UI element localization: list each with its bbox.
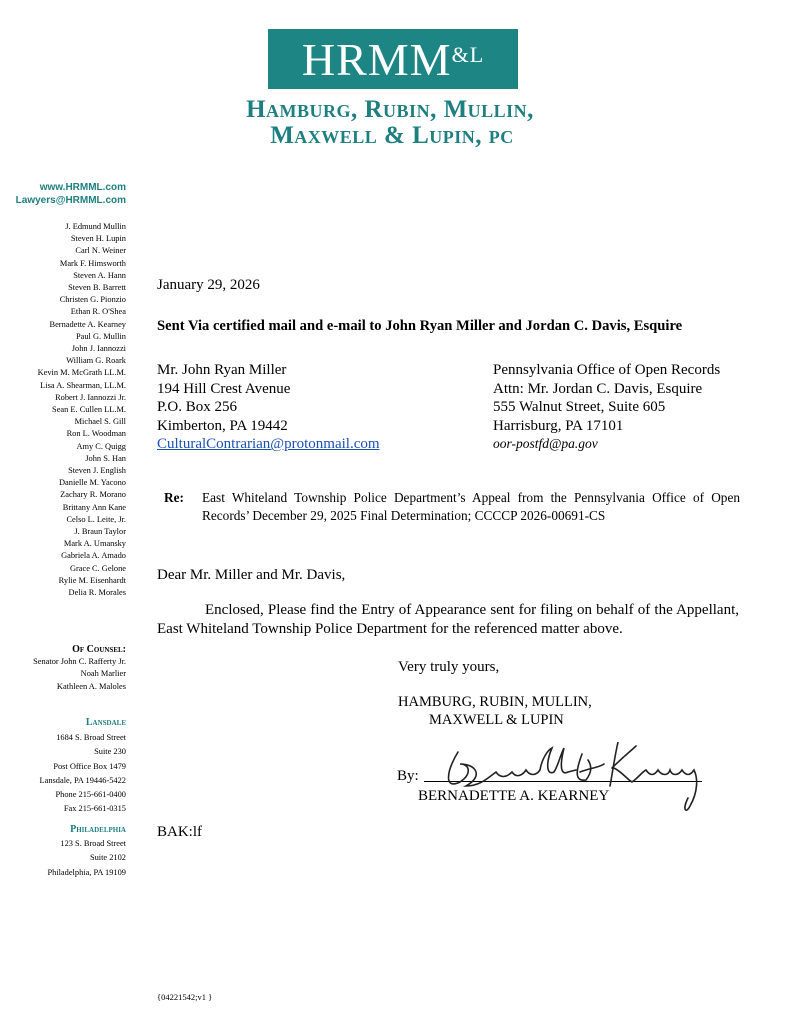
attorney-name: Danielle M. Yacono: [59, 478, 126, 488]
recipient-email-link[interactable]: CulturalContrarian@protonmail.com: [157, 436, 380, 452]
philadelphia-line: 123 S. Broad Street: [60, 839, 126, 849]
recipient-city: Harrisburg, PA 17101: [493, 417, 624, 434]
recipient-name: Pennsylvania Office of Open Records: [493, 362, 721, 378]
lansdale-line: 1684 S. Broad Street: [56, 733, 126, 743]
attorney-name: Ethan R. O'Shea: [70, 307, 126, 317]
attorney-name: William G. Roark: [66, 356, 126, 366]
philadelphia-line: Suite 2102: [89, 853, 126, 863]
attorney-name: Steven A. Hann: [73, 270, 126, 280]
document-id: {04221542;v1 }: [157, 992, 213, 1002]
attorney-name: Grace C. Gelone: [69, 563, 126, 573]
recipient-miller: [157, 361, 380, 454]
lansdale-heading: Lansdale: [85, 717, 126, 728]
recipient-street: 194 Hill Crest Avenue: [157, 380, 291, 397]
logo-main-text: HRMM: [301, 33, 452, 85]
attorney-name: Robert J. Iannozzi Jr.: [55, 392, 126, 402]
philadelphia-heading: Philadelphia: [70, 824, 126, 835]
attorney-name: Mark F. Himsworth: [59, 258, 126, 268]
website-link[interactable]: www.HRMML.com: [39, 182, 126, 193]
attorney-name: Amy C. Quigg: [76, 441, 126, 451]
recipient-po-box: P.O. Box 256: [157, 399, 238, 415]
signer-name: BERNADETTE A. KEARNEY: [418, 788, 610, 804]
closing-firm-line1: HAMBURG, RUBIN, MULLIN,: [398, 694, 592, 710]
of-counsel-name: Kathleen A. Maloles: [56, 681, 126, 691]
attorney-list: [38, 221, 126, 599]
email-link[interactable]: Lawyers@HRMML.com: [15, 195, 126, 206]
letter-date: January 29, 2026: [157, 277, 260, 293]
sent-via-line: Sent Via certified mail and e-mail to John Ryan Miller and Jordan C. Davis, Esquire: [157, 318, 683, 334]
recipient-email: oor-postfd@pa.gov: [493, 436, 598, 451]
attorney-name: Michael S. Gill: [74, 417, 126, 427]
attorney-name: Sean E. Cullen LL.M.: [52, 405, 126, 415]
lansdale-line: Phone 215-661-0400: [55, 790, 126, 800]
lansdale-line: Suite 230: [94, 747, 126, 757]
attorney-name: Rylie M. Eisenhardt: [58, 575, 126, 585]
closing-firm-line2: MAXWELL & LUPIN: [429, 712, 564, 728]
attorney-name: John S. Han: [85, 453, 126, 463]
recipient-attn: Attn: Mr. Jordan C. Davis, Esquire: [493, 380, 703, 397]
attorney-name: Steven J. English: [68, 466, 126, 476]
firm-name-line1: Hamburg, Rubin, Mullin,: [246, 96, 534, 123]
of-counsel-name: Noah Marlier: [80, 669, 126, 679]
lansdale-line: Fax 215-661-0315: [63, 804, 126, 814]
attorney-name: Brittany Ann Kane: [62, 502, 126, 512]
by-label: By:: [397, 768, 419, 784]
initials: BAK:lf: [157, 824, 202, 840]
re-label: Re:: [164, 490, 184, 505]
re-subject: East Whiteland Township Police Department’s Appeal from the Pennsylvania Office of Open Records’ December 29, 2025 Final Determination; CCCCP 2026-00691-CS: [202, 490, 740, 523]
attorney-name: Gabriela A. Amado: [61, 551, 126, 561]
lansdale-office: [40, 717, 126, 815]
attorney-name: Celso L. Leite, Jr.: [66, 514, 126, 524]
philadelphia-office: [47, 824, 126, 879]
of-counsel-name: Senator John C. Rafferty Jr.: [33, 657, 126, 667]
re-block: [164, 489, 740, 524]
attorney-name: Paul G. Mullin: [75, 331, 126, 341]
recipient-name: Mr. John Ryan Miller: [157, 362, 287, 378]
signature-stroke: [610, 742, 697, 810]
logo-sup-text: &L: [451, 42, 485, 67]
firm-logo: [268, 29, 518, 89]
closing: Very truly yours,: [398, 659, 500, 675]
attorney-name: John J. Iannozzi: [71, 344, 126, 354]
signature-stroke: [449, 748, 577, 786]
attorney-name: Carl N. Weiner: [75, 246, 126, 256]
of-counsel-section: [33, 644, 126, 693]
attorney-name: Bernadette A. Kearney: [49, 319, 126, 329]
attorney-name: Zachary R. Morano: [60, 490, 126, 500]
recipient-street: 555 Walnut Street, Suite 605: [493, 399, 666, 415]
firm-name-line2: Maxwell & Lupin, pc: [270, 122, 514, 149]
attorney-name: Lisa A. Shearman, LL.M.: [40, 380, 126, 390]
signature-stroke: [577, 754, 604, 780]
attorney-name: Christen G. Pionzio: [59, 295, 126, 305]
recipient-oor: [493, 361, 720, 454]
attorney-name: J. Edmund Mullin: [65, 222, 126, 231]
attorney-name: Mark A. Umansky: [63, 539, 126, 549]
salutation: Dear Mr. Miller and Mr. Davis,: [157, 567, 346, 583]
lansdale-line: Post Office Box 1479: [53, 761, 126, 771]
letter-body: Enclosed, Please find the Entry of Appearance sent for filing on behalf of the Appellant, East Whiteland Township Police Department for the referenced matter above.: [157, 602, 739, 637]
attorney-name: Steven H. Lupin: [70, 234, 126, 244]
recipient-city: Kimberton, PA 19442: [157, 417, 288, 434]
handwritten-signature: [436, 742, 712, 820]
attorney-name: Steven B. Barrett: [68, 283, 126, 293]
of-counsel-heading: Of Counsel:: [72, 644, 126, 655]
attorney-name: J. Braun Taylor: [74, 527, 126, 537]
lansdale-line: Lansdale, PA 19446-5422: [39, 775, 126, 785]
philadelphia-line: Philadelphia, PA 19109: [47, 867, 126, 877]
attorney-name: Delia R. Morales: [68, 588, 126, 598]
attorney-name: Kevin M. McGrath LL.M.: [37, 368, 126, 378]
attorney-name: Ron L. Woodman: [66, 429, 126, 439]
